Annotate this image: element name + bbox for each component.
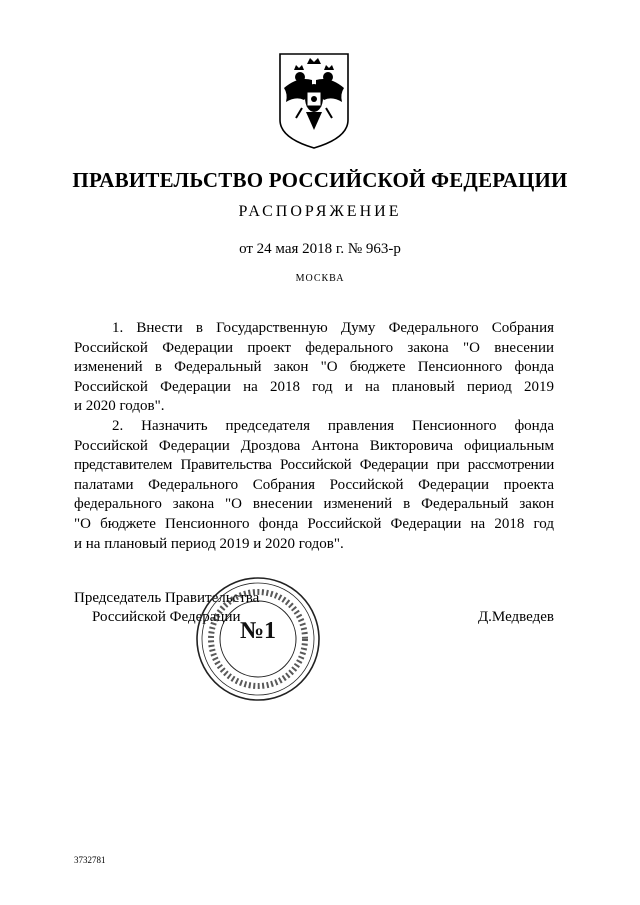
text-line: Российской Федерации на 2018 год и на плановый период 2019 — [74, 378, 554, 395]
text-line: палатами Федерального Собрания Российской Федерации проекта — [74, 476, 554, 493]
document-type: РАСПОРЯЖЕНИЕ — [238, 203, 402, 220]
signatory-name: Д.Медведев — [477, 609, 554, 625]
text-line: представителем Правительства Российской Федерации при рассмотрении — [74, 457, 554, 474]
text-line: и на плановый период 2019 и 2020 годов". — [74, 535, 344, 552]
coat-of-arms-emblem — [274, 50, 354, 150]
text-line: Российской Федерации проект федерального закона "О внесении — [74, 339, 554, 356]
date-and-number: от 24 мая 2018 г. № 963-р — [239, 241, 401, 257]
text-line: 1. Внести в Государственную Думу Федерального Собрания — [112, 320, 554, 336]
text-line: "О бюджете Пенсионного фонда Российской Федерации на 2018 год — [74, 515, 554, 532]
city-label: МОСКВА — [295, 273, 345, 284]
text-line: изменений в Федеральный закон "О бюджете Пенсионного фонда — [74, 359, 554, 376]
text-line: Российской Федерации Дроздова Антона Викторовича официальным — [74, 437, 554, 454]
signatory-position-line2: Российской Федерации — [92, 609, 241, 625]
text-line: 2. Назначить председателя правления Пенсионного фонда — [112, 417, 554, 434]
document-body — [74, 319, 554, 554]
government-title: ПРАВИТЕЛЬСТВО РОССИЙСКОЙ ФЕДЕРАЦИИ — [72, 168, 568, 192]
text-line: федерального закона "О внесении изменений в Федеральный закон — [74, 496, 554, 513]
seal-number: №1 — [239, 618, 277, 644]
document-code: 3732781 — [74, 855, 106, 865]
paragraph-2 — [74, 417, 554, 554]
paragraph-1 — [74, 319, 554, 417]
signatory-position-line1: Председатель Правительства — [74, 590, 260, 606]
text-line: и 2020 годов". — [74, 398, 165, 415]
